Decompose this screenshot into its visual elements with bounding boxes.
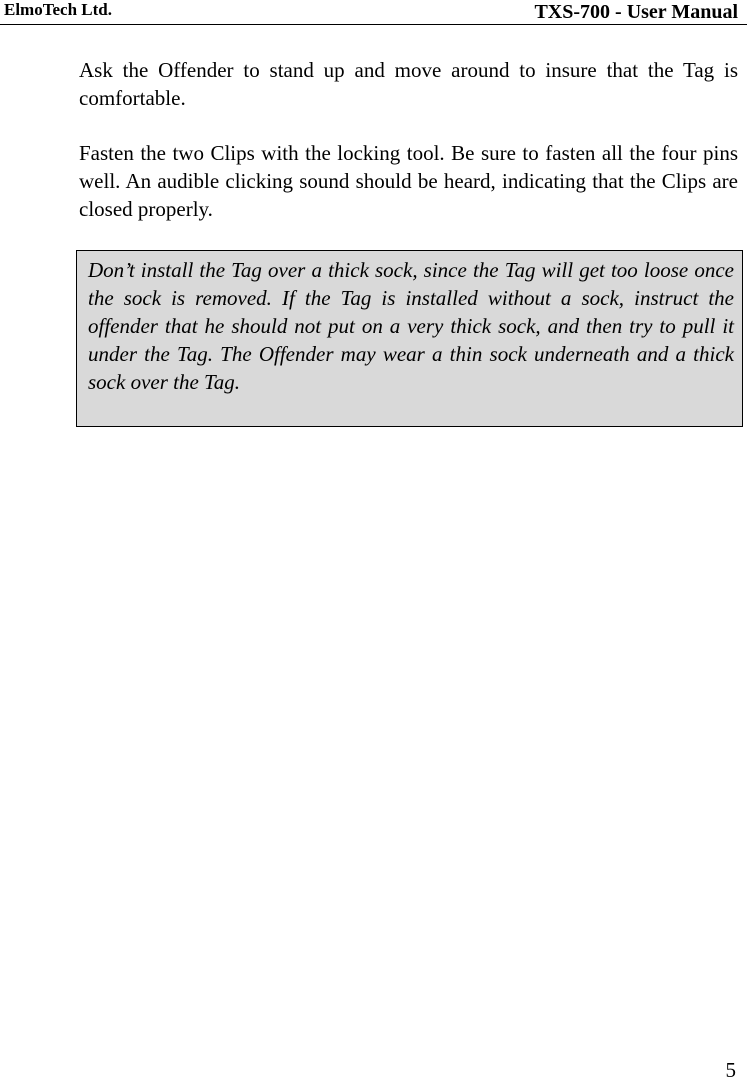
- body-paragraph-stand-up: Ask the Offender to stand up and move around to insure that the Tag is comfortable.: [79, 58, 738, 110]
- body-paragraph-fasten-clips: Fasten the two Clips with the locking tool. Be sure to fasten all the four pins well. An audible clicking sound should be heard, indicating that the Clips are closed properly.: [79, 141, 738, 221]
- note-box: [76, 250, 743, 427]
- header-divider: [0, 24, 747, 25]
- note-text: Don’t install the Tag over a thick sock, since the Tag will get too loose once the sock is removed. If the Tag is installed without a sock, instruct the offender that he should not put on a very thick sock, and then try to pull it under the Tag. The Offender may wear a thin sock underneath and a thick sock over the Tag.: [88, 258, 734, 394]
- header-manual-title: TXS-700 - User Manual: [534, 1, 738, 23]
- page-number: 5: [725, 1058, 736, 1082]
- header-company-name: ElmoTech Ltd.: [4, 0, 113, 19]
